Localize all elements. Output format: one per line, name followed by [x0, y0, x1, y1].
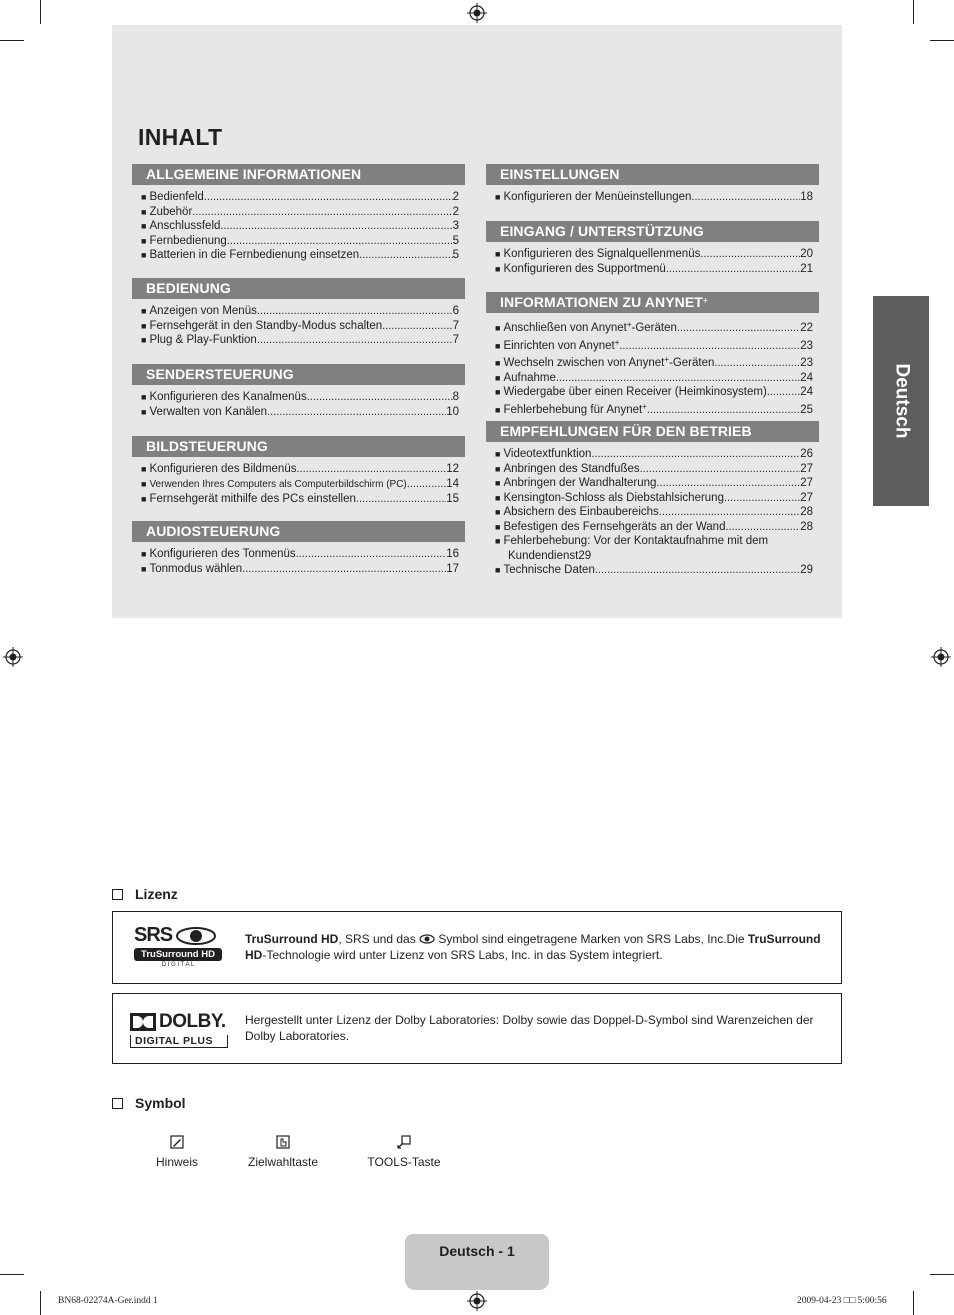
symbol-tools — [361, 1135, 447, 1169]
square-bullet-icon: ■ — [495, 521, 501, 532]
toc-entry-text — [503, 520, 725, 535]
crop-mark — [40, 1291, 41, 1315]
toc-entry-title: Tonmodus wählen — [149, 562, 243, 575]
toc-entry-title: Anschließen von Anynet — [503, 322, 627, 334]
toc-entry — [132, 205, 465, 220]
toc-entry — [486, 318, 819, 336]
square-bullet-icon: ■ — [495, 463, 501, 474]
symbol-note — [147, 1135, 207, 1169]
toc-entry — [132, 319, 465, 334]
square-bullet-icon: ■ — [141, 549, 147, 559]
toc-entry-text — [149, 562, 242, 577]
toc-entry-title: Videotextfunktion — [503, 448, 592, 460]
toc-entry-page: 14 — [446, 477, 459, 490]
dot-leader — [267, 405, 446, 420]
toc-entry-title: Fehlerbehebung für Anynet — [503, 403, 643, 416]
one-touch-button-icon — [276, 1135, 290, 1149]
srs-logo-sub: D I G I T A L — [161, 962, 195, 968]
toc-entry-text — [503, 336, 619, 354]
checkbox-square-icon — [112, 889, 123, 900]
square-bullet-icon: ■ — [141, 221, 147, 231]
toc-entry-superscript: + — [626, 320, 632, 329]
toc-entry-page: 25 — [800, 403, 813, 416]
toc-entry-title-suffix: -Geräten — [631, 322, 677, 334]
registration-mark-icon — [931, 647, 951, 667]
dot-leader — [724, 491, 800, 506]
language-label: Deutsch — [891, 363, 912, 439]
dolby-logo-text: DOLBY. — [159, 1011, 226, 1032]
square-bullet-icon: ■ — [141, 478, 147, 489]
srs-bold-term: TruSurround HD — [245, 932, 821, 962]
square-bullet-icon: ■ — [495, 536, 501, 546]
crop-mark — [930, 1274, 954, 1275]
dot-leader — [257, 333, 453, 348]
square-bullet-icon: ■ — [495, 358, 501, 368]
dot-leader — [700, 247, 800, 262]
symbol-heading — [112, 1095, 186, 1111]
toc-entry-page: 24 — [800, 371, 813, 384]
crop-mark — [0, 40, 24, 41]
toc-entry-page: 21 — [800, 262, 813, 275]
dot-leader — [359, 248, 452, 263]
toc-entry-title: Verwalten von Kanälen — [149, 405, 268, 418]
toc-entry-title: Verwenden Ihres Computers als Computerbildschirm (PC) — [149, 478, 407, 490]
dot-leader — [656, 476, 800, 491]
toc-entry-title: Anbringen der Wandhalterung — [503, 477, 657, 489]
toc-entry-title: Konfigurieren des Bildmenüs — [149, 463, 297, 475]
toc-entry-page: 24 — [800, 386, 813, 398]
toc-entry — [486, 190, 819, 205]
srs-text-part: Symbol sind eingetragene Marken von SRS Labs, Inc.Die — [435, 932, 748, 946]
registration-mark-icon — [3, 647, 23, 667]
toc-entry-text — [503, 190, 691, 205]
toc-entry — [132, 477, 465, 493]
square-bullet-icon: ■ — [495, 507, 501, 517]
toc-entry-list — [132, 190, 465, 263]
toc-entry-list — [486, 318, 819, 417]
toc-entry-list — [486, 247, 819, 276]
toc-section-heading — [486, 421, 819, 442]
crop-mark — [930, 40, 954, 41]
note-icon — [170, 1135, 184, 1149]
toc-section-heading-text: EINGANG / UNTERSTÜTZUNG — [500, 223, 704, 239]
dot-leader — [227, 234, 453, 249]
srs-logo — [134, 924, 226, 970]
toc-entry-superscript: + — [664, 355, 669, 364]
toc-section-heading — [132, 521, 465, 542]
dolby-logo-sub: DIGITAL PLUS — [130, 1035, 228, 1048]
srs-license-text — [245, 932, 837, 963]
toc-section — [132, 436, 465, 507]
dot-leader — [257, 304, 453, 319]
toc-entry-text — [503, 353, 714, 371]
toc-entry-page: 3 — [452, 220, 459, 232]
square-bullet-icon: ■ — [141, 494, 147, 504]
square-bullet-icon: ■ — [495, 249, 501, 259]
dot-leader — [204, 190, 453, 205]
toc-entry-page: 18 — [800, 191, 813, 203]
toc-entry-page: 28 — [800, 506, 813, 518]
dot-leader — [640, 462, 801, 477]
toc-entry — [132, 547, 465, 562]
toc-entry-page: 27 — [800, 491, 813, 504]
dot-leader — [407, 477, 446, 492]
square-bullet-icon: ■ — [141, 406, 147, 417]
dot-leader — [382, 319, 452, 334]
toc-entry — [486, 336, 819, 354]
toc-entry-text — [149, 205, 192, 220]
toc-entry-title: Aufnahme — [503, 371, 556, 384]
square-bullet-icon: ■ — [495, 565, 501, 575]
toc-entry-title: Fernbedienung — [149, 234, 227, 247]
toc-entry-page: 10 — [446, 405, 459, 418]
toc-section — [486, 164, 819, 205]
registration-mark-icon — [467, 1291, 487, 1311]
toc-entry-text — [149, 319, 382, 334]
toc-entry-page: 27 — [800, 462, 813, 475]
slug-timestamp: 2009-04-23 □□ 5:00:56 — [797, 1296, 887, 1306]
srs-bold-term: TruSurround HD — [245, 932, 339, 946]
toc-entry-title: Konfigurieren des Kanalmenüs — [149, 391, 307, 403]
toc-entry-list — [132, 462, 465, 507]
license-heading — [112, 886, 178, 902]
toc-entry-text — [149, 492, 355, 507]
srs-circle-icon — [175, 927, 217, 945]
toc-entry-text — [503, 385, 766, 400]
srs-symbol-icon — [419, 934, 435, 944]
toc-entry-text — [149, 405, 267, 420]
square-bullet-icon: ■ — [141, 250, 147, 260]
page-title: INHALT — [138, 124, 223, 150]
toc-entry — [132, 405, 465, 420]
toc-entry-list — [132, 547, 465, 576]
square-bullet-icon: ■ — [141, 563, 147, 574]
dot-leader — [691, 190, 800, 205]
toc-entry — [132, 190, 465, 205]
toc-section-heading — [132, 364, 465, 385]
symbol-label: TOOLS-Taste — [367, 1155, 441, 1169]
toc-entry-title: Zubehör — [149, 205, 193, 218]
toc-entry-title: Fernsehgerät mithilfe des PCs einstellen — [149, 493, 356, 505]
toc-section-heading-text: SENDERSTEUERUNG — [146, 366, 294, 382]
square-bullet-icon: ■ — [495, 323, 501, 333]
symbol-label: Zielwahltaste — [247, 1155, 319, 1169]
toc-entry-title: Plug & Play-Funktion — [149, 334, 257, 346]
toc-section-heading — [486, 221, 819, 242]
square-bullet-icon: ■ — [495, 492, 501, 503]
toc-entry-page: 20 — [800, 248, 813, 260]
toc-section — [486, 421, 819, 578]
toc-entry-page: 2 — [452, 191, 459, 203]
square-bullet-icon: ■ — [141, 464, 147, 474]
toc-section-heading — [486, 164, 819, 185]
toc-entry-text — [149, 304, 256, 319]
toc-entry-text — [503, 563, 594, 578]
toc-entry-page: 7 — [452, 334, 459, 346]
toc-entry — [132, 234, 465, 249]
toc-entry-title: Absichern des Einbaubereichs — [503, 506, 659, 518]
dot-leader — [296, 547, 447, 562]
toc-section-heading-text: BEDIENUNG — [146, 280, 231, 296]
toc-section-heading-text: ALLGEMEINE INFORMATIONEN — [146, 166, 362, 182]
toc-entry-title: Konfigurieren des Tonmenüs — [149, 548, 296, 560]
dolby-license-text: Hergestellt unter Lizenz der Dolby Laboratories: Dolby sowie das Doppel-D-Symbol sind Warenzeichen der Dolby Laboratories. — [245, 1013, 814, 1043]
toc-entry-page: 28 — [800, 520, 813, 533]
toc-entry — [486, 534, 819, 549]
toc-entry-text — [149, 462, 296, 477]
dot-leader — [666, 262, 800, 277]
toc-entry-text — [149, 219, 220, 234]
toc-entry — [486, 476, 819, 491]
dot-leader — [192, 205, 452, 220]
toc-entry-text — [149, 478, 406, 493]
slug-file-name: BN68-02274A-Ger.indd 1 — [58, 1296, 158, 1306]
toc-entry-text — [149, 190, 203, 205]
toc-entry-title: Kensington-Schloss als Diebstahlsicherung — [503, 491, 724, 504]
toc-entry-text — [149, 333, 256, 348]
crop-mark — [40, 0, 41, 24]
toc-entry-text — [503, 505, 658, 520]
toc-entry — [132, 492, 465, 507]
dot-leader — [659, 505, 800, 520]
toc-entry-page: 29 — [578, 549, 592, 562]
toc-entry — [486, 247, 819, 262]
checkbox-square-icon — [112, 1098, 123, 1109]
toc-entry-title: Konfigurieren des Signalquellenmenüs — [503, 248, 701, 260]
toc-entry-list — [486, 447, 819, 578]
toc-entry-title: Anzeigen von Menüs — [149, 305, 257, 317]
toc-entry — [486, 385, 819, 400]
license-heading-label: Lizenz — [135, 886, 178, 902]
double-d-icon — [130, 1013, 156, 1031]
toc-entry-title: Einrichten von Anynet — [503, 339, 615, 352]
dot-leader — [296, 462, 446, 477]
dot-leader — [677, 321, 800, 336]
toc-entry-title: Konfigurieren der Menüeinstellungen — [503, 191, 692, 203]
toc-entry — [132, 562, 465, 577]
toc-entry — [486, 353, 819, 371]
toc-entry-title: Fehlerbehebung: Vor der Kontaktaufnahme mit dem — [503, 535, 769, 547]
srs-logo-badge: TruSurround HD — [134, 948, 222, 961]
toc-entry — [486, 520, 819, 535]
square-bullet-icon: ■ — [141, 192, 147, 202]
toc-entry-superscript: + — [642, 401, 647, 411]
toc-entry-title: Batterien in die Fernbedienung einsetzen — [149, 249, 360, 261]
dot-leader — [242, 562, 446, 577]
square-bullet-icon: ■ — [495, 449, 501, 459]
toc-section-heading — [132, 164, 465, 185]
toc-entry-title: Technische Daten — [503, 564, 595, 576]
toc-entry-text — [503, 247, 700, 262]
square-bullet-icon: ■ — [141, 306, 147, 316]
toc-entry-title: Anschlussfeld — [149, 220, 221, 232]
square-bullet-icon: ■ — [495, 387, 501, 397]
dot-leader — [714, 356, 800, 371]
toc-entry — [132, 219, 465, 234]
dolby-logo — [130, 1011, 230, 1047]
toc-entry-continuation — [486, 549, 819, 564]
symbol-heading-label: Symbol — [135, 1095, 186, 1111]
toc-entry-text — [503, 447, 591, 462]
toc-entry — [486, 563, 819, 578]
toc-entry-page: 26 — [800, 448, 813, 460]
toc-entry — [486, 505, 819, 520]
toc-entry-page: 15 — [446, 493, 459, 505]
toc-entry — [486, 462, 819, 477]
square-bullet-icon: ■ — [141, 392, 147, 402]
toc-entry-title: Befestigen des Fernsehgeräts an der Wand — [503, 520, 726, 533]
toc-entry-page: 2 — [452, 205, 459, 218]
toc-entry-text — [149, 547, 295, 562]
toc-entry-text — [503, 400, 646, 418]
toc-entry-title: Bedienfeld — [149, 191, 204, 203]
srs-logo-text: SRS — [134, 924, 173, 946]
crop-mark — [0, 1274, 24, 1275]
crop-mark — [913, 1291, 914, 1315]
toc-entry-page: 8 — [452, 391, 459, 403]
dot-leader — [356, 492, 446, 507]
toc-entry — [132, 390, 465, 405]
toc-entry-page: 23 — [800, 357, 813, 369]
dot-leader — [619, 339, 800, 354]
toc-entry-page: 7 — [452, 319, 459, 332]
toc-entry-page: 23 — [800, 339, 813, 352]
toc-section-heading-text: INFORMATIONEN ZU ANYNET — [500, 294, 703, 310]
srs-text-part: -Technologie wird unter Lizenz von SRS Labs, Inc. in das System integriert. — [262, 947, 663, 962]
toc-entry-text — [503, 371, 555, 386]
toc-entry-text — [503, 462, 639, 477]
toc-entry — [132, 248, 465, 263]
toc-entry-page: 29 — [800, 564, 813, 576]
tools-button-icon — [397, 1135, 411, 1149]
toc-section-heading — [132, 436, 465, 457]
toc-entry-title: Fernsehgerät in den Standby-Modus schalten — [149, 319, 383, 332]
toc-entry-page: 17 — [446, 562, 459, 575]
toc-entry-title: Wiedergabe über einen Receiver (Heimkinosystem) — [503, 386, 767, 398]
toc-section-heading — [132, 278, 465, 299]
toc-entry-page: 12 — [446, 463, 459, 475]
square-bullet-icon: ■ — [141, 335, 147, 345]
language-side-tab-label — [873, 296, 929, 506]
square-bullet-icon: ■ — [141, 320, 147, 331]
dot-leader — [647, 403, 800, 418]
square-bullet-icon: ■ — [495, 192, 501, 202]
toc-entry-page: 16 — [446, 548, 459, 560]
toc-entry-text — [503, 491, 724, 506]
toc-entry-superscript: + — [614, 337, 620, 347]
toc-heading-superscript: + — [702, 296, 708, 305]
srs-text-part: , SRS und das — [338, 932, 420, 946]
toc-entry-text — [503, 262, 665, 277]
toc-entry-title-suffix: -Geräten — [669, 357, 715, 369]
toc-entry — [132, 462, 465, 477]
dot-leader — [220, 219, 452, 234]
toc-entry-text — [149, 390, 306, 405]
toc-entry-title: Konfigurieren des Supportmenü — [503, 262, 666, 275]
toc-section-heading-text: EMPFEHLUNGEN FÜR DEN BETRIEB — [500, 423, 752, 439]
toc-section-heading-text: EINSTELLUNGEN — [500, 166, 620, 182]
toc-section — [132, 164, 465, 263]
toc-entry-title: Anbringen des Standfußes — [503, 462, 640, 475]
toc-entry-title: Wechseln zwischen von Anynet — [503, 357, 665, 369]
toc-entry-text — [503, 534, 768, 549]
square-bullet-icon: ■ — [495, 372, 501, 383]
toc-section-heading-text: AUDIOSTEUERUNG — [146, 523, 281, 539]
dot-leader — [595, 563, 800, 578]
dot-leader — [591, 447, 800, 462]
crop-mark — [913, 0, 914, 24]
square-bullet-icon: ■ — [495, 404, 501, 415]
toc-entry — [486, 371, 819, 386]
toc-entry — [486, 447, 819, 462]
toc-section — [486, 221, 819, 276]
dot-leader — [725, 520, 800, 535]
square-bullet-icon: ■ — [495, 263, 501, 274]
square-bullet-icon: ■ — [141, 235, 147, 246]
toc-section — [132, 278, 465, 348]
square-bullet-icon: ■ — [495, 340, 501, 351]
toc-entry-page: 5 — [452, 249, 459, 261]
square-bullet-icon: ■ — [495, 478, 501, 488]
toc-entry — [486, 491, 819, 506]
toc-entry — [486, 262, 819, 277]
toc-entry — [132, 304, 465, 319]
registration-mark-icon — [467, 3, 487, 23]
toc-entry-page: 27 — [800, 477, 813, 489]
toc-section — [486, 292, 819, 417]
toc-entry-page: 5 — [452, 234, 459, 247]
toc-entry — [486, 400, 819, 418]
toc-entry-list — [132, 304, 465, 348]
page-number: Deutsch - 1 — [439, 1243, 515, 1259]
toc-entry-text — [503, 476, 656, 491]
dot-leader — [556, 371, 800, 386]
toc-entry-text — [149, 248, 359, 263]
toc-entry-page: 22 — [800, 322, 813, 334]
toc-entry-list — [132, 390, 465, 419]
toc-entry — [132, 333, 465, 348]
toc-entry-text — [149, 234, 226, 249]
square-bullet-icon: ■ — [141, 206, 147, 217]
symbol-label: Hinweis — [155, 1155, 198, 1169]
dot-leader — [767, 385, 800, 400]
toc-section — [132, 521, 465, 576]
toc-section-heading — [486, 292, 819, 313]
symbol-one-touch — [243, 1135, 323, 1169]
toc-section — [132, 364, 465, 419]
toc-entry-text — [503, 318, 676, 336]
toc-entry-title: Kundendienst — [508, 549, 579, 562]
toc-entry-page: 6 — [452, 305, 459, 317]
toc-entry-list — [486, 190, 819, 205]
dot-leader — [307, 390, 453, 405]
toc-section-heading-text: BILDSTEUERUNG — [146, 438, 268, 454]
